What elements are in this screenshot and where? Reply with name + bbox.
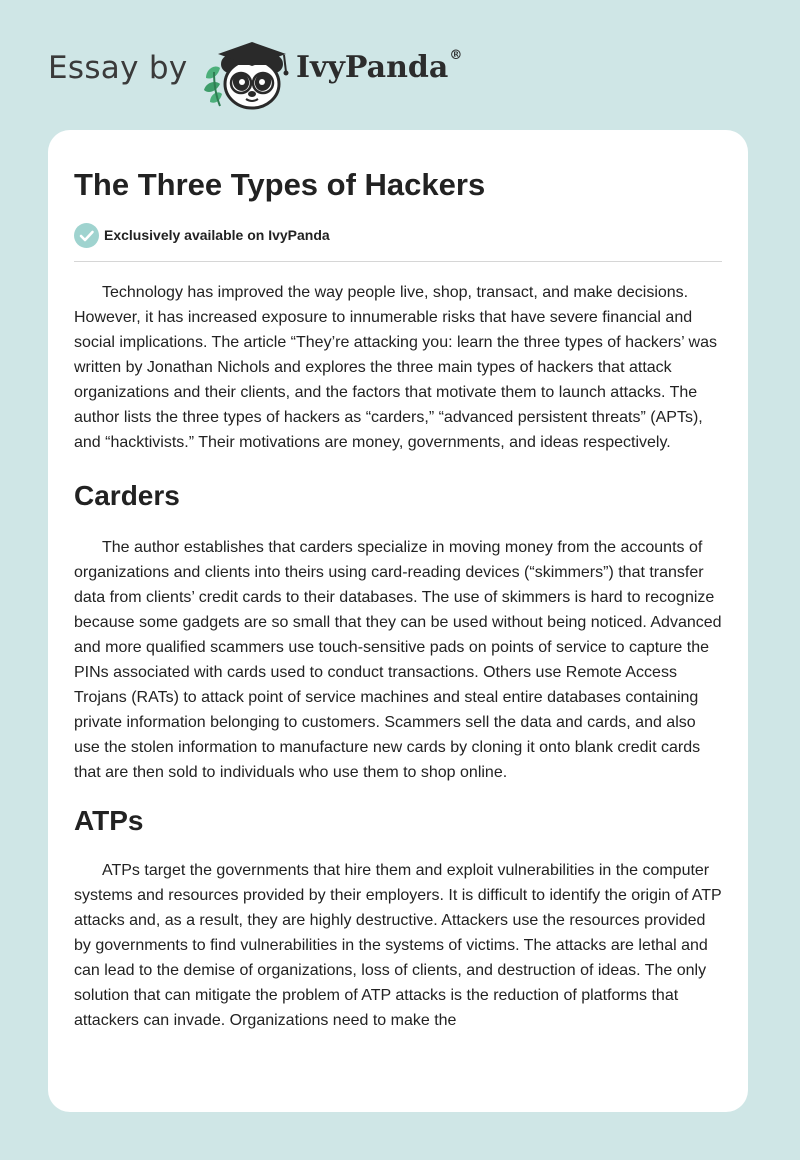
registered-mark: ® [449,48,463,63]
panda-graduate-icon[interactable] [200,38,296,110]
brand-name-text: IvyPanda [296,50,449,85]
section-heading-carders: Carders [74,480,180,511]
intro-paragraph: Technology has improved the way people live, shop, transact, and make decisions. However, it has increased exposure to innumerable risks that have severe financial and social implications. The article “They’re attacking you: learn the three types of hackers’ was written by Jonathan Nichols and explores the three main types of hackers that attack organizations and their clients, and the factors that motivate them to launch attacks. The author lists the three types of hackers as “carders,” “advanced persistent threats” (APTs), and “hacktivists.” Their motivations are money, governments, and ideas respectively. [74,284,717,451]
article-body [74,280,724,1033]
article-card [48,130,748,1112]
site-header [0,0,800,130]
check-circle-icon [74,223,99,248]
brand-name[interactable] [296,50,462,85]
exclusive-badge-text: Exclusively available on IvyPanda [104,227,330,243]
page-title: The Three Types of Hackers [74,167,486,202]
section-paragraph-atps: ATPs target the governments that hire them and exploit vulnerabilities in the computer systems and resources provided by their employers. It is difficult to identify the origin of ATP attacks and, as a result, they are highly destructive. Attackers use the resources provided by governments to find vulnerabilities in the systems of victims. The attacks are lethal and can lead to the demise of organizations, loss of clients, and destruction of ideas. The only solution that can mitigate the problem of ATP attacks is the reduction of platforms that attackers can invade. Organizations need to make the [74,862,722,1029]
brand-prefix: Essay by [48,50,188,86]
title-divider [74,261,722,262]
section-paragraph-carders: The author establishes that carders specialize in moving money from the accounts of organizations and clients into theirs using card-reading devices (“skimmers”) that transfer data from clients’ credit cards to their databases. The use of skimmers is hard to recognize because some gadgets are so small that they can be used without being noticed. Advanced and more qualified scammers use touch-sensitive pads on points of service to capture the PINs associated with cards used to conduct transactions. Others use Remote Access Trojans (RATs) to attack point of service machines and steal entire databases containing private information belonging to customers. Scammers sell the data and cards, and also use the stolen information to manufacture new cards by cloning it onto blank credit cards that are then sold to individuals who use them to shop online. [74,539,722,781]
section-heading-atps: ATPs [74,805,144,836]
exclusive-badge [74,222,330,248]
